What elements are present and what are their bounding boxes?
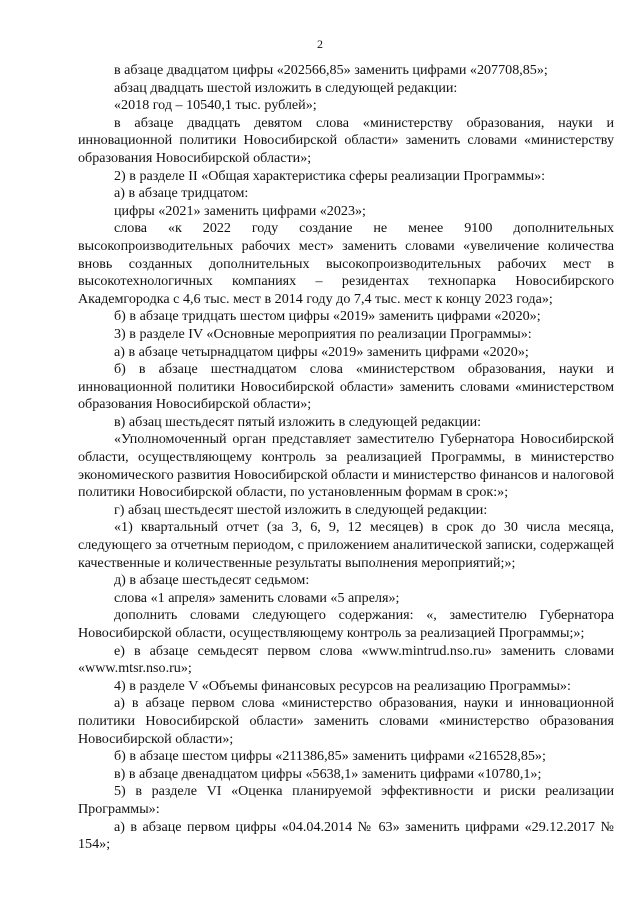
paragraph: в) в абзаце двенадцатом цифры «5638,1» заменить цифрами «10780,1»; <box>114 765 542 782</box>
paragraph: д) в абзаце шестьдесят седьмом: <box>114 572 310 589</box>
page-number: 2 <box>317 37 323 51</box>
paragraph: абзац двадцать шестой изложить в следующей редакции: <box>114 79 458 96</box>
paragraph: «1) квартальный отчет (за 3, 6, 9, 12 месяцев) в срок до 30 числа месяца, следующего за отчетным периодом, с приложением аналитической записки, содержащей качественные и количественные результаты выполнения мероприятий;»; <box>78 519 614 571</box>
paragraph: а) в абзаце четырнадцатом цифры «2019» заменить цифрами «2020»; <box>114 343 529 360</box>
paragraph: а) в абзаце первом цифры «04.04.2014 № 63» заменить цифрами «29.12.2017 № 154»; <box>78 818 614 853</box>
paragraph: в абзаце двадцать девятом слова «министерству образования, науки и инновационной политики Новосибирской области» заменить словами «министерству образования Новосибирской области»; <box>78 114 614 166</box>
paragraph: г) абзац шестьдесят шестой изложить в следующей редакции: <box>114 501 488 518</box>
paragraph: б) в абзаце тридцать шестом цифры «2019» заменить цифрами «2020»; <box>114 308 541 325</box>
paragraph: 3) в разделе IV «Основные мероприятия по реализации Программы»: <box>114 325 532 342</box>
paragraph: а) в абзаце тридцатом: <box>114 185 249 202</box>
document-body <box>78 62 614 854</box>
paragraph: е) в абзаце семьдесят первом слова «www.mintrud.nso.ru» заменить словами «www.mtsr.nso.ru»; <box>78 642 614 677</box>
paragraph: б) в абзаце шестом цифры «211386,85» заменить цифрами «216528,85»; <box>114 748 546 765</box>
paragraph: в) абзац шестьдесят пятый изложить в следующей редакции: <box>114 413 482 430</box>
paragraph: 4) в разделе V «Объемы финансовых ресурсов на реализацию Программы»: <box>114 677 571 694</box>
paragraph: «2018 год – 10540,1 тыс. рублей»; <box>114 97 317 114</box>
paragraph: б) в абзаце шестнадцатом слова «министерством образования, науки и инновационной политики Новосибирской области» заменить словами «министерством образования Новосибирской области»; <box>78 361 614 413</box>
paragraph: а) в абзаце первом слова «министерство образования, науки и инновационной политики Новосибирской области» заменить словами «министерство образования Новосибирской области»; <box>78 695 614 747</box>
paragraph: слова «1 апреля» заменить словами «5 апреля»; <box>114 589 400 606</box>
paragraph: слова «к 2022 году создание не менее 9100 дополнительных высокопроизводительных рабочих мест» заменить словами «увеличение количества вновь созданных дополнительных высокопроизводительных рабочих мест в высокотехнологичных компаниях – резидентах технопарка Новосибирского Академгородка с 4,6 тыс. мест в 2014 году до 7,4 тыс. мест к концу 2023 года»; <box>78 220 614 307</box>
paragraph: в абзаце двадцатом цифры «202566,85» заменить цифрами «207708,85»; <box>114 62 548 78</box>
paragraph: «Уполномоченный орган представляет заместителю Губернатора Новосибирской области, осуществляющему контроль за реализацией Программы, в министерство экономического развития Новосибирской области и министерство финансов и налоговой политики Новосибирской области, по установленным формам в срок:»; <box>78 431 614 501</box>
paragraph: 2) в разделе II «Общая характеристика сферы реализации Программы»: <box>114 167 546 184</box>
paragraph: 5) в разделе VI «Оценка планируемой эффективности и риски реализации Программы»: <box>78 783 614 817</box>
paragraph: цифры «2021» заменить цифрами «2023»; <box>114 202 366 219</box>
paragraph: дополнить словами следующего содержания: «, заместителю Губернатора Новосибирской области, осуществляющему контроль за реализацией Программы;»; <box>78 607 614 641</box>
